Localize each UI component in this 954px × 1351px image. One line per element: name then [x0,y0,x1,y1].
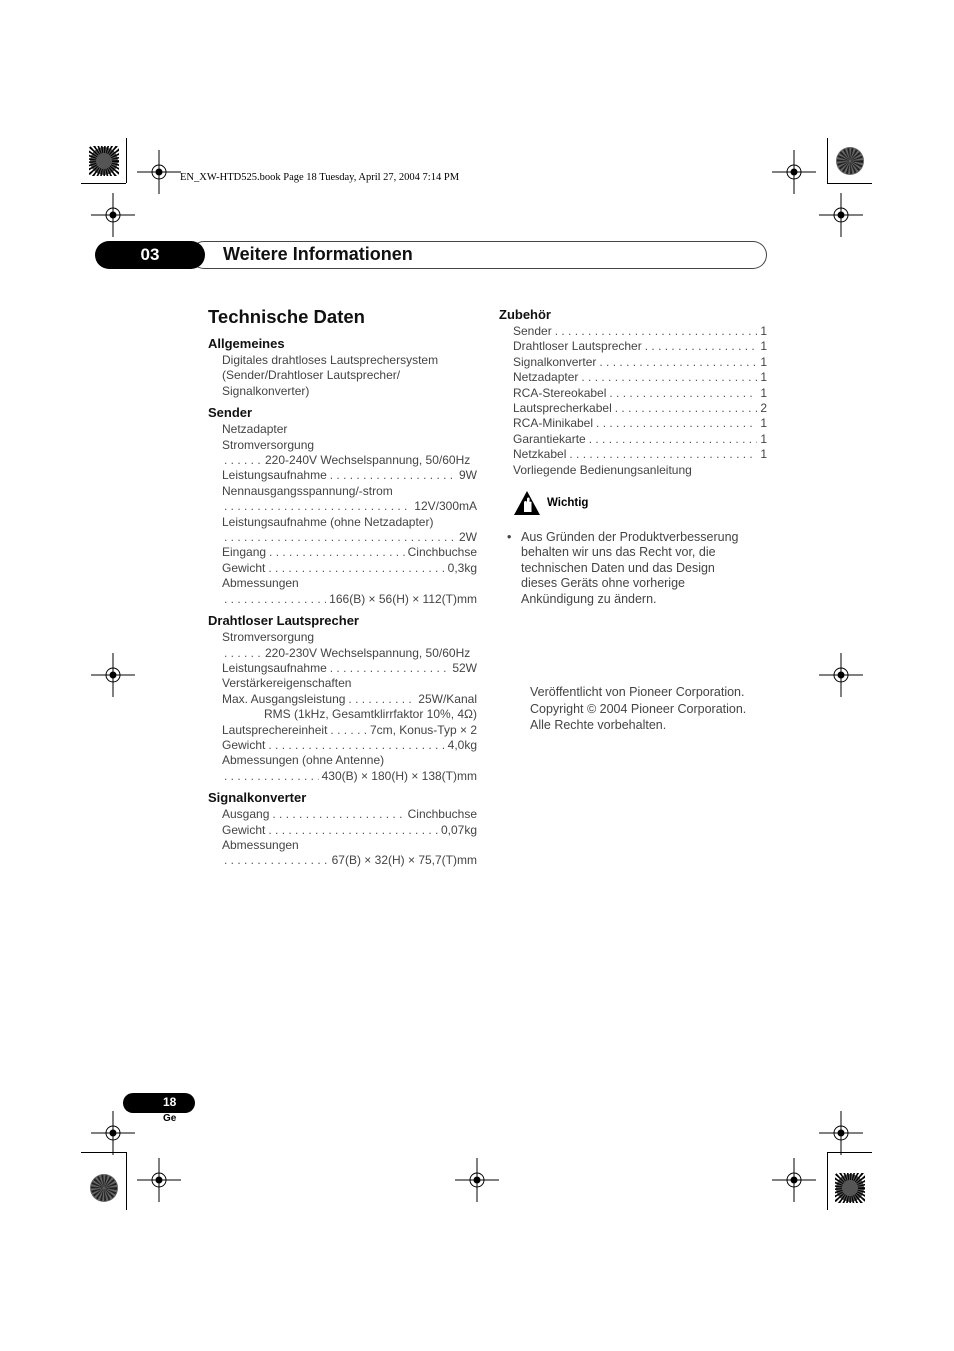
spec-label: Leistungsaufnahme [222,660,327,675]
item-label: Netzadapter [513,370,579,385]
spec-row [208,646,477,661]
spec-row [208,545,477,560]
spec-label: Eingang [222,545,267,560]
spec-label: Stromversorgung [222,437,315,452]
spec-value: 52W [452,660,477,675]
spec-row [208,738,477,753]
important-note-header [513,490,767,516]
spec-label: Max. Ausgangsleistung [222,691,346,706]
item-qty: 1 [760,416,767,431]
spec-value: 0,07kg [440,822,477,837]
spec-value: 430(B) × 180(H) × 138(T)mm [321,768,477,783]
spec-value: 25W/Kanal [418,691,477,706]
item-qty: 1 [760,385,767,400]
chapter-number: 03 [95,241,205,269]
list-item [499,386,767,401]
item-label: Signalkonverter [513,354,597,369]
copyright-notice [530,684,746,734]
section-heading: Drahtloser Lautsprecher [208,613,359,629]
spec-row [208,853,477,868]
spec-label: Gewicht [222,822,266,837]
text-line: behalten wir uns das Recht vor, die [521,545,716,560]
spec-row [208,692,477,707]
registration-mark-icon [819,653,863,697]
spec-label: Gewicht [222,560,266,575]
section-heading: Allgemeines [208,336,285,351]
text-line: Alle Rechte vorbehalten. [530,718,667,732]
text-line: technischen Daten und das Design [521,560,715,575]
spec-row [208,723,477,738]
spec-value: 67(B) × 32(H) × 75,7(T)mm [331,853,477,868]
spec-row [208,807,477,822]
spec-label: Nennausgangsspannung/-strom [222,483,393,498]
spec-value: 166(B) × 56(H) × 112(T)mm [329,591,477,606]
spec-row [208,592,477,607]
spec-label: Gewicht [222,737,266,752]
spec-value: 4,0kg [447,737,477,752]
item-label: Garantiekarte [513,431,586,446]
text-line: dieses Geräts ohne vorherige [521,576,685,591]
spec-row [208,530,477,545]
spec-row [208,769,477,784]
spec-label: Abmessungen (ohne Antenne) [222,753,385,768]
spec-value: 220-230V Wechselspannung, 50/60Hz [265,645,471,660]
registration-mark-icon [455,1158,499,1202]
text-line: Veröffentlicht von Pioneer Corporation. [530,685,745,699]
file-header: EN_XW-HTD525.book Page 18 Tuesday, April 27, 2004 7:14 PM [180,172,460,183]
note-text [499,530,767,607]
note-heading: Wichtig [547,497,589,510]
spec-label: Abmessungen [222,837,299,852]
spec-value: Cinchbuchse [407,545,477,560]
registration-mark-icon [137,1158,181,1202]
spec-row [208,468,477,483]
spec-value: 2W [459,530,477,545]
list-item [499,432,767,447]
right-column [499,307,767,607]
registration-mark-icon [772,1158,816,1202]
registration-mark-icon [137,150,181,194]
spec-value: 220-240V Wechselspannung, 50/60Hz [265,453,471,468]
spec-row [208,661,477,676]
page-number: 18 [163,1095,177,1109]
starburst-mark-icon [89,1173,119,1203]
spec-row [208,453,477,468]
spec-value: Cinchbuchse [407,807,477,822]
item-qty: 2 [760,401,767,416]
text-line: (Sender/Drahtloser Lautsprecher/ [222,368,401,383]
important-hand-icon [513,490,541,516]
list-item [499,416,767,431]
item-label: Drahtloser Lautsprecher [513,339,642,354]
spec-row [208,823,477,838]
page-language: Ge [163,1113,177,1124]
spec-label: Abmessungen [222,576,299,591]
section-heading: Sender [208,405,253,421]
spec-label: Verstärkereigenschaften [222,676,352,691]
item-label: Lautsprecherkabel [513,401,612,416]
registration-mark-icon [91,193,135,237]
spec-label: Leistungsaufnahme (ohne Netzadapter) [222,514,434,529]
spec-label: Ausgang [222,807,270,822]
item-label: RCA-Minikabel [513,416,594,431]
spec-value: 9W [459,468,477,483]
starburst-mark-icon [89,146,119,176]
item-qty: 1 [760,339,767,354]
list-item [499,447,767,462]
spec-label: Stromversorgung [222,630,315,645]
item-qty: 1 [760,431,767,446]
text-line: Digitales drahtloses Lautsprechersystem [222,353,439,367]
list-item [499,339,767,354]
registration-mark-icon [91,653,135,697]
text-line: • Aus Gründen der Produktverbesserung [521,530,739,545]
item-label: Sender [513,324,552,338]
spec-label: Leistungsaufnahme [222,468,327,483]
section-heading: Signalkonverter [208,790,307,806]
spec-value: 0,3kg [447,560,477,575]
registration-mark-icon [819,1111,863,1155]
spec-label: Netzadapter [222,422,288,437]
text-line: Signalkonverter) [222,383,310,398]
registration-mark-icon [819,193,863,237]
item-label: Netzkabel [513,447,567,462]
text-line: Copyright © 2004 Pioneer Corporation. [530,701,747,716]
spec-note: RMS (1kHz, Gesamtklirrfaktor 10%, 4Ω) [263,707,477,722]
item-qty: 1 [760,324,767,338]
list-item [499,401,767,416]
spec-row [208,499,477,514]
item-qty: 1 [760,354,767,369]
spec-value: 7cm, Konus-Typ × 2 [369,722,477,737]
spec-row [208,561,477,576]
registration-mark-icon [91,1111,135,1155]
list-item [499,324,767,339]
spec-value: 12V/300mA [414,499,477,514]
text-line: Ankündigung zu ändern. [521,591,657,606]
item-qty: 1 [760,447,767,462]
list-item [499,370,767,385]
page-title: Technische Daten [208,306,365,327]
left-column [208,306,477,869]
list-item: Vorliegende Bedienungsanleitung [513,462,692,477]
spec-label: Lautsprechereinheit [222,722,328,737]
starburst-mark-icon [835,1173,865,1203]
section-heading: Zubehör [499,307,551,322]
page-number-badge [123,1093,195,1113]
chapter-title: Weitere Informationen [223,244,413,264]
item-label: RCA-Stereokabel [513,385,607,400]
item-qty: 1 [760,370,767,385]
list-item [499,355,767,370]
